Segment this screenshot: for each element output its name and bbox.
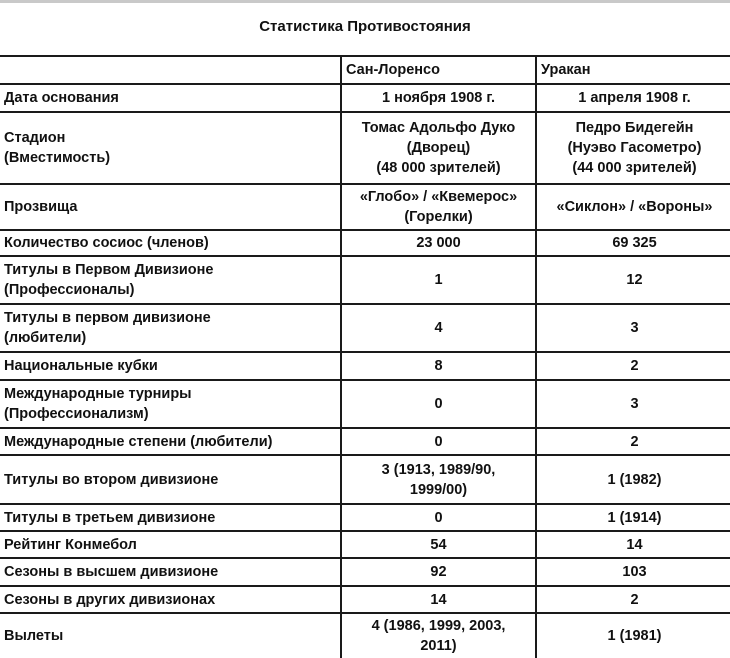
san-lorenzo-value: 1 [341, 256, 536, 304]
header-san-lorenzo: Сан-Лоренсо [341, 56, 536, 84]
table-row [0, 112, 730, 184]
table-row [0, 455, 730, 504]
row-label: Стадион (Вместимость) [0, 112, 341, 184]
huracan-value: 12 [536, 256, 730, 304]
huracan-value: 1 (1981) [536, 613, 730, 658]
huracan-value: 103 [536, 558, 730, 586]
huracan-value: 3 [536, 304, 730, 352]
huracan-value: 1 (1914) [536, 504, 730, 531]
san-lorenzo-value: 4 (1986, 1999, 2003, 2011) [341, 613, 536, 658]
row-label: Титулы во втором дивизионе [0, 455, 341, 504]
header-empty-cell [0, 56, 341, 84]
huracan-value: 1 апреля 1908 г. [536, 84, 730, 112]
san-lorenzo-value: 0 [341, 380, 536, 428]
san-lorenzo-value: 92 [341, 558, 536, 586]
san-lorenzo-value: 8 [341, 352, 536, 380]
row-label: Рейтинг Конмебол [0, 531, 341, 558]
san-lorenzo-value: 1 ноября 1908 г. [341, 84, 536, 112]
row-label: Международные турниры (Профессионализм) [0, 380, 341, 428]
rivalry-stats-table [0, 55, 730, 658]
row-label: Вылеты [0, 613, 341, 658]
huracan-value: 1 (1982) [536, 455, 730, 504]
table-row [0, 428, 730, 455]
san-lorenzo-value: 54 [341, 531, 536, 558]
san-lorenzo-value: Томас Адольфо Дуко (Дворец) (48 000 зрителей) [341, 112, 536, 184]
san-lorenzo-value: 0 [341, 504, 536, 531]
row-label: Сезоны в высшем дивизионе [0, 558, 341, 586]
table-row [0, 230, 730, 256]
table-row [0, 558, 730, 586]
row-label: Титулы в Первом Дивизионе (Профессионалы) [0, 256, 341, 304]
row-label: Дата основания [0, 84, 341, 112]
row-label: Титулы в первом дивизионе (любители) [0, 304, 341, 352]
row-label: Количество сосиос (членов) [0, 230, 341, 256]
row-label: Сезоны в других дивизионах [0, 586, 341, 613]
row-label: Национальные кубки [0, 352, 341, 380]
table-row [0, 531, 730, 558]
table-row [0, 352, 730, 380]
huracan-value: 2 [536, 352, 730, 380]
huracan-value: 2 [536, 428, 730, 455]
huracan-value: 2 [536, 586, 730, 613]
row-label: Титулы в третьем дивизионе [0, 504, 341, 531]
table-row [0, 304, 730, 352]
header-huracan: Уракан [536, 56, 730, 84]
san-lorenzo-value: 3 (1913, 1989/90, 1999/00) [341, 455, 536, 504]
huracan-value: Педро Бидегейн (Нуэво Гасометро) (44 000 зрителей) [536, 112, 730, 184]
table-row [0, 184, 730, 230]
san-lorenzo-value: 23 000 [341, 230, 536, 256]
table-row [0, 586, 730, 613]
san-lorenzo-value: 4 [341, 304, 536, 352]
table-title: Статистика Противостояния [259, 18, 471, 35]
huracan-value: 69 325 [536, 230, 730, 256]
san-lorenzo-value: «Глобо» / «Квемерос» (Горелки) [341, 184, 536, 230]
huracan-value: «Сиклон» / «Вороны» [536, 184, 730, 230]
top-border [0, 0, 730, 3]
row-label: Прозвища [0, 184, 341, 230]
table-row [0, 613, 730, 658]
san-lorenzo-value: 0 [341, 428, 536, 455]
huracan-value: 3 [536, 380, 730, 428]
table-header-row [0, 56, 730, 84]
san-lorenzo-value: 14 [341, 586, 536, 613]
table-row [0, 84, 730, 112]
table-row [0, 256, 730, 304]
table-row [0, 504, 730, 531]
table-row [0, 380, 730, 428]
row-label: Международные степени (любители) [0, 428, 341, 455]
huracan-value: 14 [536, 531, 730, 558]
